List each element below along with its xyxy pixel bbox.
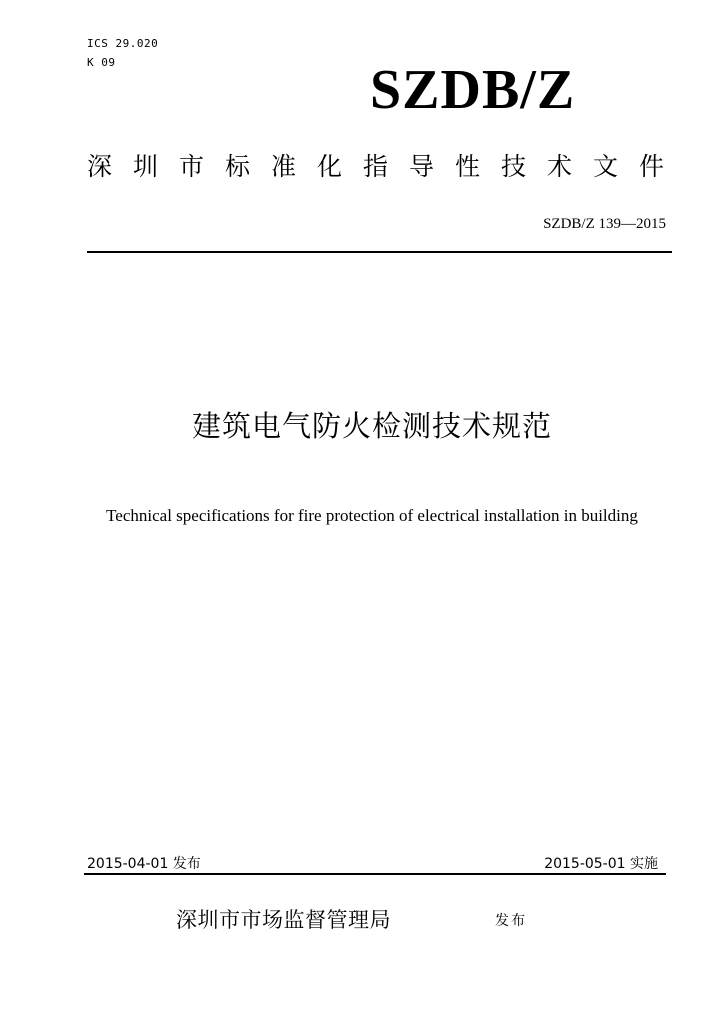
title-chinese: 建筑电气防火检测技术规范 xyxy=(191,409,552,443)
standard-brand: SZDB/Z xyxy=(370,59,576,121)
title-english: Technical specifications for fire protection of electrical installation in building xyxy=(106,506,638,525)
document-number: SZDB/Z 139—2015 xyxy=(543,216,666,232)
issue-label: 发布 xyxy=(495,913,527,929)
ics-code: ICS 29.020 xyxy=(87,37,159,50)
footer-divider xyxy=(84,873,666,875)
publish-date: 2015-04-01 发布 xyxy=(87,856,201,872)
header-divider xyxy=(87,251,672,253)
issuing-authority: 深圳市市场监督管理局 xyxy=(176,908,391,932)
implement-date: 2015-05-01 实施 xyxy=(544,856,658,872)
document-type: 深圳市标准化指导性技术文件 xyxy=(87,152,686,181)
classification-code: K 09 xyxy=(87,56,116,69)
